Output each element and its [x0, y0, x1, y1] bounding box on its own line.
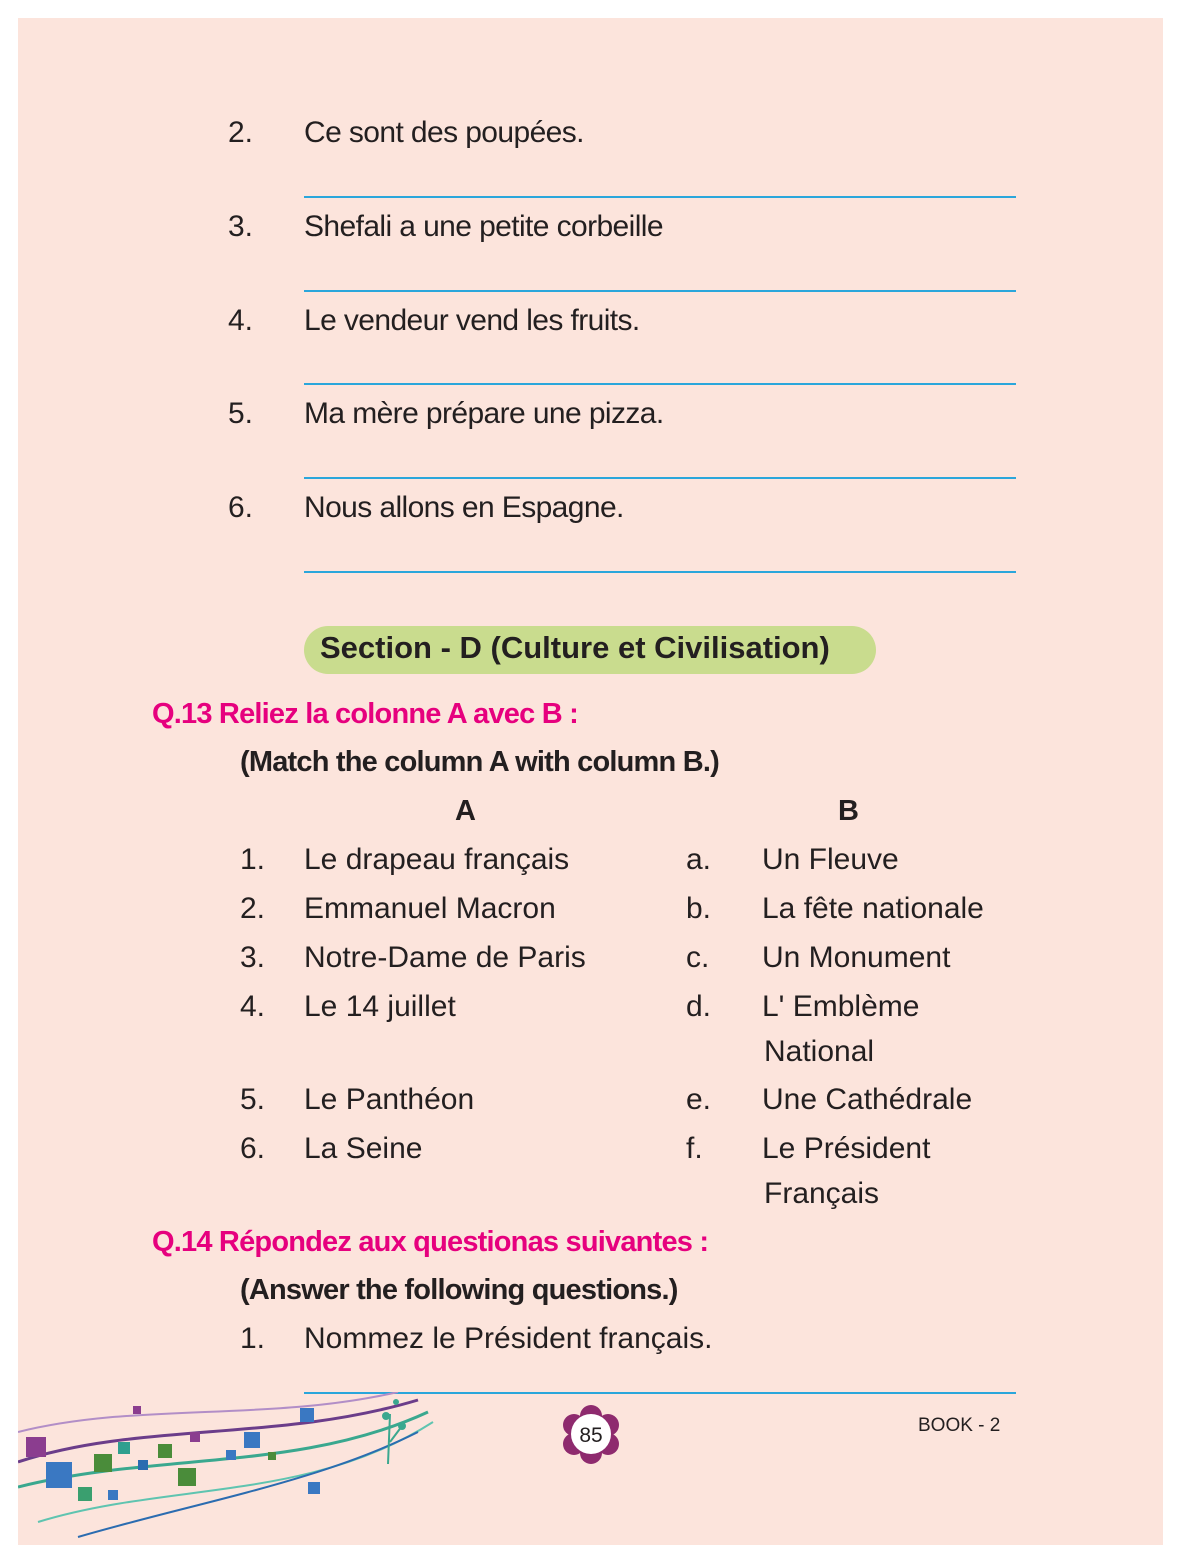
q14-subheading: (Answer the following questions.): [240, 1274, 678, 1306]
col-a-item: La Seine: [304, 1132, 423, 1165]
item-sentence: Nous allons en Espagne.: [304, 491, 624, 524]
answer-line[interactable]: [304, 571, 1016, 573]
col-b-item: Une Cathédrale: [762, 1083, 973, 1116]
decorative-swoosh: [18, 1392, 438, 1542]
answer-line[interactable]: [304, 290, 1016, 292]
item-number: 4.: [228, 304, 254, 337]
answer-line[interactable]: [304, 196, 1016, 198]
page-number: 85: [579, 1424, 603, 1447]
item-number: 5.: [228, 397, 254, 430]
q14-heading: Q.14 Répondez aux questionas suivantes :: [152, 1226, 709, 1258]
col-a-item: Emmanuel Macron: [304, 892, 556, 925]
col-b-item: Un Fleuve: [762, 843, 899, 876]
col-a-number: 6.: [240, 1132, 266, 1165]
answer-line[interactable]: [304, 477, 1016, 479]
answer-line[interactable]: [304, 383, 1016, 385]
item-number: 6.: [228, 491, 254, 524]
col-a-number: 2.: [240, 892, 266, 925]
col-a-item: Le drapeau français: [304, 843, 570, 876]
col-b-item: La fête nationale: [762, 892, 984, 925]
column-a-label: A: [455, 795, 476, 827]
col-a-number: 3.: [240, 941, 266, 974]
item-number: 3.: [228, 210, 254, 243]
item-sentence: Shefali a une petite corbeille: [304, 210, 663, 243]
col-a-number: 1.: [240, 843, 266, 876]
q13-heading: Q.13 Reliez la colonne A avec B :: [152, 698, 578, 730]
col-b-letter: c.: [686, 941, 710, 974]
item-number: 2.: [228, 116, 254, 149]
q13-subheading: (Match the column A with column B.): [240, 746, 719, 778]
col-a-number: 5.: [240, 1083, 266, 1116]
column-b-label: B: [838, 795, 859, 827]
col-a-item: Notre-Dame de Paris: [304, 941, 586, 974]
page: [18, 18, 1163, 1545]
q14-number: 1.: [240, 1322, 266, 1355]
col-a-item: Le Panthéon: [304, 1083, 475, 1116]
page-number-badge: [558, 1404, 624, 1464]
col-a-item: Le 14 juillet: [304, 990, 456, 1023]
col-b-item: Le Président: [762, 1132, 931, 1165]
q14-question: Nommez le Président français.: [304, 1322, 713, 1355]
col-b-item: Un Monument: [762, 941, 951, 974]
col-a-number: 4.: [240, 990, 266, 1023]
col-b-item: L' Emblème: [762, 990, 920, 1023]
col-b-letter: d.: [686, 990, 712, 1023]
col-b-letter: e.: [686, 1083, 712, 1116]
item-sentence: Ma mère prépare une pizza.: [304, 397, 664, 430]
item-sentence: Le vendeur vend les fruits.: [304, 304, 640, 337]
col-b-item-continued: Français: [764, 1177, 880, 1210]
section-title: Section - D (Culture et Civilisation): [320, 630, 830, 665]
col-b-item-continued: National: [764, 1035, 875, 1068]
item-sentence: Ce sont des poupées.: [304, 116, 584, 149]
col-b-letter: f.: [686, 1132, 703, 1165]
col-b-letter: a.: [686, 843, 712, 876]
col-b-letter: b.: [686, 892, 712, 925]
book-label: BOOK - 2: [918, 1415, 1001, 1436]
